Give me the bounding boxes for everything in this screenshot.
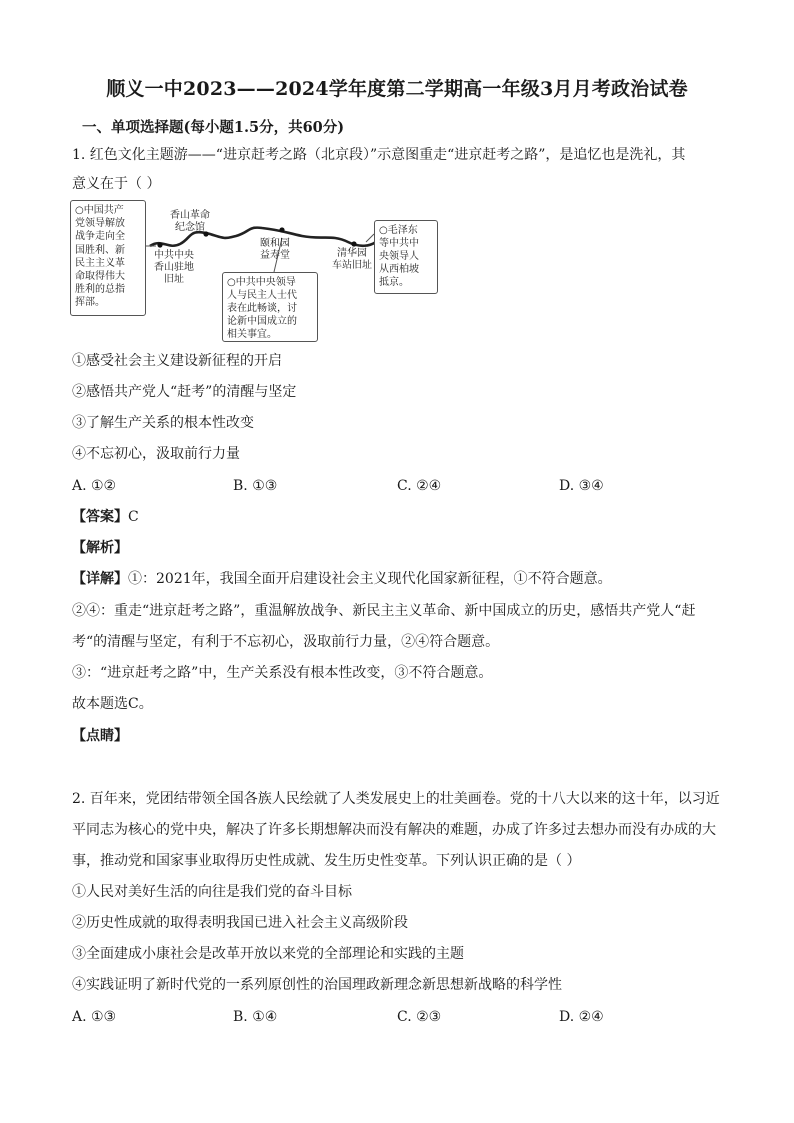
label-xiangshan-memorial: 香山革命 纪念馆 [170,210,210,233]
q1-option-b: B. ①③ [233,478,278,494]
q2-option-c: C. ②③ [397,1009,442,1025]
analysis-tag: 【解析】 [72,540,128,556]
box-arrival [374,220,438,294]
detail-tag: 【详解】 [72,571,128,587]
station-qinghua [351,241,356,246]
q1-statement-2: ②感悟共产党人“赶考”的清醒与坚定 [72,384,297,400]
box-left-line: 战争走向全 [75,231,125,243]
section-heading: 一、单项选择题(每小题1.5分，共60分) [82,119,345,136]
box-left-line: 命取得伟大 [75,271,125,283]
box-left-line: 胜利的总指 [75,284,125,296]
q1-stem-line-2: 意义在于（ ） [72,176,161,192]
q1-option-a: A. ①② [72,478,117,494]
q2-statement-2: ②历史性成就的取得表明我国已进入社会主义高级阶段 [72,915,408,931]
answer-value: C [128,509,139,525]
box-mid-line: 表在此畅谈，讨 [227,303,297,314]
q2-statement-3: ③全面建成小康社会是改革开放以来党的全部理论和实践的主题 [72,946,464,962]
box-mid-line: 人与民主人士代 [227,290,297,301]
box-left-line: 党领导解放 [75,218,125,230]
box-mid-line: ○中共中央领导 [227,277,296,288]
connector-right [366,234,374,242]
box-left-line: 民主主义革 [75,257,125,269]
q1-detail-line-4: ③：“进京赶考之路”中，生产关系没有根本性改变，③不符合题意。 [72,665,493,681]
q2-stem-line-1: 2. 百年来，党团结带领全国各族人民绘就了人类发展史上的壮美画卷。党的十八大以来的这十年，以习近 [72,791,720,807]
box-right-line: 等中共中 [379,238,419,249]
q1-statement-4: ④不忘初心，汲取前行力量 [72,446,240,462]
label-yiheyuan: 颐和园 益寿堂 [260,238,290,261]
q1-conclusion: 故本题选C。 [72,696,153,712]
box-right-line: 从西柏坡 [379,264,419,275]
station-xiangshan-site [157,242,162,247]
q2-option-a: A. ①③ [72,1009,117,1025]
route-diagram [70,198,440,344]
q2-option-d: D. ②④ [559,1009,604,1025]
box-right-line: 央领导人 [379,251,419,262]
q2-stem-line-2: 平同志为核心的党中央，解决了许多长期想解决而没有解决的难题，办成了许多过去想办而没有办成的大 [72,822,716,838]
box-right-line: ○毛泽东 [379,225,418,236]
q1-option-c: C. ②④ [397,478,442,494]
q1-statement-3: ③了解生产关系的根本性改变 [72,415,254,431]
q1-detail-line-3: 考“的清醒与坚定，有利于不忘初心，汲取前行力量，②④符合题意。 [72,634,500,650]
label-qinghua-station: 清华园 车站旧址 [332,248,372,271]
q1-answer [72,508,139,526]
q1-stem-line-1: 1. 红色文化主题游——“进京赶考之路（北京段）”示意图重走“进京赶考之路”，是追忆也是洗礼，其 [72,147,686,163]
box-mid-line: 论新中国成立的 [227,316,297,327]
answer-tag: 【答案】 [72,509,128,525]
box-democratic-talks [222,272,318,342]
q1-detail-line-1 [72,570,612,588]
station-yiheyuan [279,227,284,232]
box-left-line: ○中国共产 [75,205,124,216]
q2-option-b: B. ①④ [233,1009,278,1025]
q2-stem-line-3: 事，推动党和国家事业取得历史性成就、发生历史性变革。下列认识正确的是（ ） [72,853,581,869]
comment-tag: 【点睛】 [72,728,128,744]
box-right-line: 抵京。 [379,277,409,288]
q1-option-d: D. ③④ [559,478,604,494]
box-mid-line: 相关事宜。 [227,329,277,340]
q2-statement-4: ④实践证明了新时代党的一系列原创性的治国理政新理念新思想新战略的科学性 [72,977,562,993]
detail-text: ①：2021年，我国全面开启建设社会主义现代化国家新征程，①不符合题意。 [128,571,612,587]
box-command-center [70,200,146,316]
exam-title: 顺义一中2023——2024学年度第二学期高一年级3月月考政治试卷 [106,78,688,100]
q2-statement-1: ①人民对美好生活的向往是我们党的奋斗目标 [72,884,352,900]
q1-statement-1: ①感受社会主义建设新征程的开启 [72,353,282,369]
q1-detail-line-2: ②④：重走“进京赶考之路”，重温解放战争、新民主主义革命、新中国成立的历史，感悟共产党人“赶 [72,603,696,619]
box-left-line: 国胜利、新 [75,244,125,256]
label-xiangshan-site: 中共中央 香山驻地 旧址 [154,250,194,285]
box-left-line: 挥部。 [75,297,105,309]
